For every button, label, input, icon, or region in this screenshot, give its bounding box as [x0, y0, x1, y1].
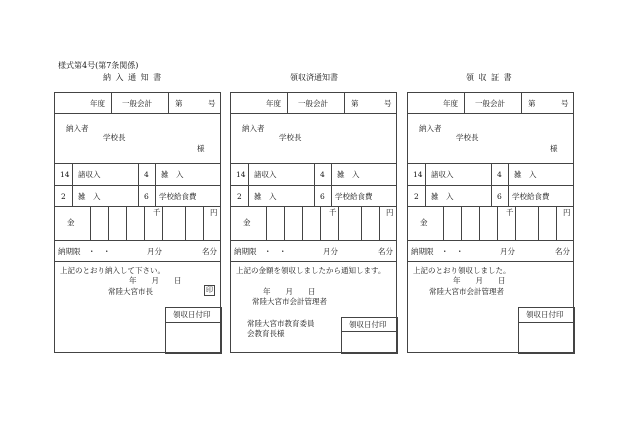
item-name: 雑 入 — [161, 170, 184, 179]
title-payment-notice: 納 入 通 知 書 — [103, 73, 163, 82]
number-suffix: 号 — [561, 99, 569, 108]
notice-message: 上記のとおり領収しました。 — [413, 266, 511, 275]
item-name: 諸収入 — [254, 170, 277, 179]
item-code: 14 — [236, 170, 246, 179]
number-suffix: 号 — [208, 99, 216, 108]
item-code: 4 — [144, 170, 149, 179]
account-label: 一般会計 — [298, 99, 328, 108]
yen-unit: 円 — [563, 208, 571, 217]
person-count-label: 名分 — [202, 247, 217, 256]
amount-label: 金 — [67, 218, 75, 227]
payer-label: 納入者 — [66, 124, 89, 133]
date-line: 年 月 日 — [263, 287, 316, 296]
month-portion-label: 月分 — [323, 247, 338, 256]
number-prefix: 第 — [175, 99, 183, 108]
item-code: 4 — [320, 170, 325, 179]
account-label: 一般会計 — [475, 99, 505, 108]
due-date-label: 納期限 ・ ・ — [411, 247, 464, 256]
date-line: 年 月 日 — [453, 276, 506, 285]
month-portion-label: 月分 — [147, 247, 162, 256]
issuer-name: 常陸大宮市長 — [108, 287, 153, 296]
receipt-date-stamp-box — [518, 307, 575, 354]
title-receipt-notice: 領収済通知書 — [290, 73, 338, 82]
item-name: 雑 入 — [78, 192, 101, 201]
receipt-certificate-form — [407, 92, 574, 353]
yen-unit: 円 — [386, 208, 394, 217]
payment-notice-form — [54, 92, 221, 353]
item-name: 学校給食費 — [159, 192, 197, 201]
receipt-date-stamp-box — [165, 307, 222, 354]
date-line: 年 月 日 — [129, 276, 182, 285]
number-prefix: 第 — [528, 99, 536, 108]
notice-message: 上記のとおり納入して下さい。 — [60, 266, 165, 275]
payer-honorific: 様 — [550, 144, 558, 153]
item-code: 2 — [237, 192, 242, 201]
receipt-date-stamp-label: 領収日付印 — [173, 310, 211, 319]
item-code: 14 — [413, 170, 423, 179]
person-count-label: 名分 — [555, 247, 570, 256]
fiscal-year-label: 年度 — [90, 99, 105, 108]
payer-name: 学校長 — [456, 133, 479, 142]
item-code: 6 — [144, 192, 149, 201]
account-label: 一般会計 — [122, 99, 152, 108]
due-date-label: 納期限 ・ ・ — [58, 247, 111, 256]
receipt-notice-form — [230, 92, 397, 353]
thousand-unit: 千 — [506, 208, 514, 217]
issuer-name: 常陸大宮市会計管理者 — [252, 297, 327, 306]
item-name: 諸収入 — [78, 170, 101, 179]
seal-mark: 印 — [206, 286, 213, 294]
recipient-line-1: 常陸大宮市教育委員 — [247, 319, 315, 328]
payer-name: 学校長 — [279, 133, 302, 142]
payer-label: 納入者 — [242, 124, 265, 133]
person-count-label: 名分 — [378, 247, 393, 256]
payer-label: 納入者 — [419, 124, 442, 133]
receipt-date-stamp-label: 領収日付印 — [349, 320, 387, 329]
amount-label: 金 — [420, 218, 428, 227]
item-name: 諸収入 — [431, 170, 454, 179]
yen-unit: 円 — [210, 208, 218, 217]
item-code: 2 — [61, 192, 66, 201]
issuer-name: 常陸大宮市会計管理者 — [429, 287, 504, 296]
receipt-date-stamp-label: 領収日付印 — [526, 310, 564, 319]
payer-honorific: 様 — [197, 144, 205, 153]
due-date-label: 納期限 ・ ・ — [234, 247, 287, 256]
recipient-line-2: 会教育長様 — [247, 329, 285, 338]
item-name: 雑 入 — [514, 170, 537, 179]
fiscal-year-label: 年度 — [443, 99, 458, 108]
item-code: 2 — [414, 192, 419, 201]
item-name: 雑 入 — [254, 192, 277, 201]
title-receipt-certificate: 領 収 証 書 — [466, 73, 513, 82]
form-number-label: 様式第4号(第7条関係) — [58, 61, 139, 70]
notice-message: 上記の金額を領収しましたから通知します。 — [236, 266, 386, 275]
number-suffix: 号 — [384, 99, 392, 108]
item-code: 6 — [320, 192, 325, 201]
thousand-unit: 千 — [329, 208, 337, 217]
thousand-unit: 千 — [153, 208, 161, 217]
fiscal-year-label: 年度 — [266, 99, 281, 108]
item-code: 6 — [497, 192, 502, 201]
item-code: 4 — [497, 170, 502, 179]
payer-name: 学校長 — [103, 133, 126, 142]
item-code: 14 — [60, 170, 70, 179]
item-name: 雑 入 — [431, 192, 454, 201]
item-name: 雑 入 — [337, 170, 360, 179]
amount-label: 金 — [243, 218, 251, 227]
month-portion-label: 月分 — [500, 247, 515, 256]
item-name: 学校給食費 — [335, 192, 373, 201]
number-prefix: 第 — [351, 99, 359, 108]
receipt-date-stamp-box — [341, 317, 398, 354]
item-name: 学校給食費 — [512, 192, 550, 201]
